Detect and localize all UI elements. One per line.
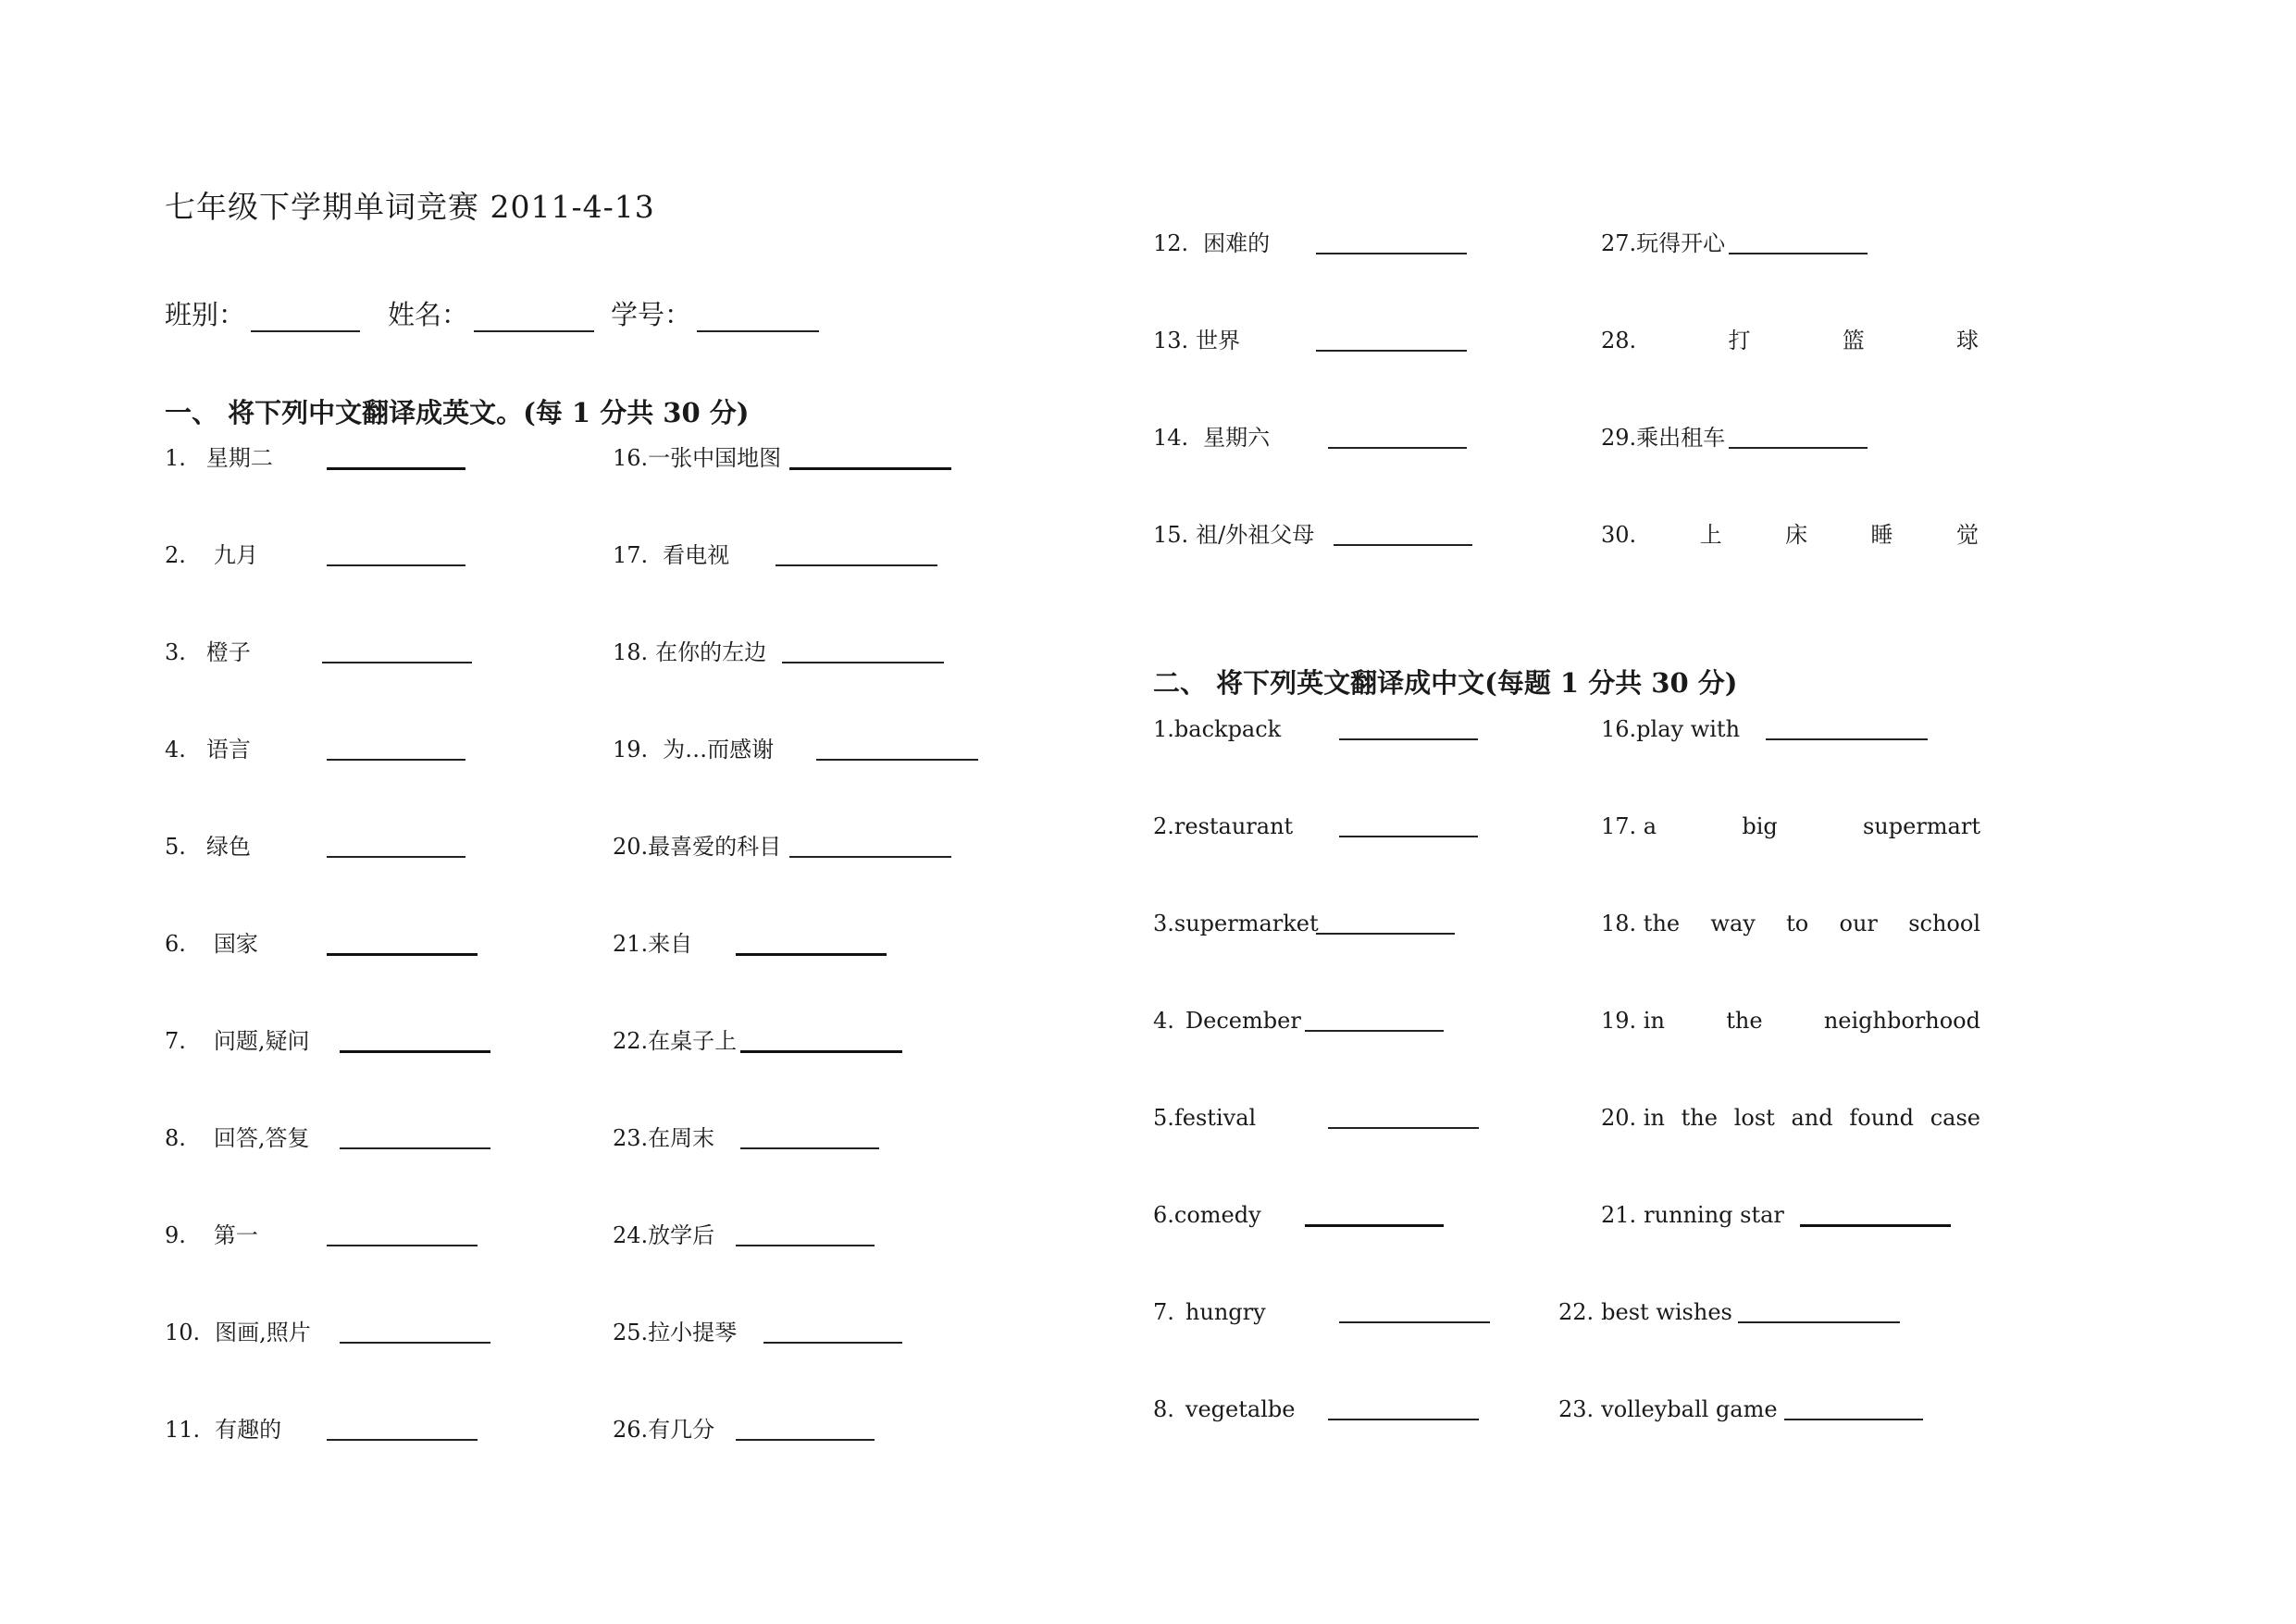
s1-item-11: 11. 有趣的 bbox=[165, 1417, 282, 1443]
s1-answer-line-8[interactable] bbox=[340, 1147, 490, 1149]
s1-item-6: 6. 国家 bbox=[165, 931, 258, 957]
s1-item-28-num: 28. bbox=[1601, 328, 1637, 353]
s2-item-20-word: 20. in bbox=[1601, 1105, 1665, 1131]
s1-answer-line-14[interactable] bbox=[1328, 447, 1467, 449]
s2-item-16: 16.play with bbox=[1601, 716, 1741, 742]
s1-answer-line-7[interactable] bbox=[340, 1050, 490, 1053]
s2-item-17-word: supermart bbox=[1862, 813, 1980, 839]
s2-item-18-word: our bbox=[1839, 911, 1878, 936]
s2-item-6: 6.comedy bbox=[1153, 1202, 1261, 1228]
s1-item-30-word: 床 bbox=[1785, 522, 1808, 548]
s1-item-8: 8. 回答,答复 bbox=[165, 1125, 310, 1151]
s1-answer-line-24[interactable] bbox=[736, 1245, 875, 1246]
s2-item-19 bbox=[1601, 1007, 1980, 1035]
s2-item-20-word: lost bbox=[1733, 1105, 1775, 1131]
s2-item-18-word: 18. the bbox=[1601, 911, 1681, 936]
s2-item-17-word: 17. a bbox=[1601, 813, 1657, 839]
s1-answer-line-29[interactable] bbox=[1729, 447, 1868, 449]
s2-item-2: 2.restaurant bbox=[1153, 813, 1294, 839]
s1-item-25: 25.拉小提琴 bbox=[613, 1320, 738, 1345]
s1-item-18: 18. 在你的左边 bbox=[613, 639, 767, 665]
s2-answer-line-2[interactable] bbox=[1339, 836, 1478, 837]
id-blank[interactable] bbox=[697, 330, 819, 332]
s2-answer-line-8[interactable] bbox=[1328, 1419, 1479, 1420]
section1-heading: 一、 将下列中文翻译成英文。(每 1 分共 30 分) bbox=[165, 397, 750, 428]
s2-answer-line-1[interactable] bbox=[1339, 738, 1478, 740]
s2-item-20-word: and bbox=[1791, 1105, 1833, 1131]
s2-item-20 bbox=[1601, 1104, 1980, 1132]
class-blank[interactable] bbox=[251, 330, 360, 332]
s1-item-17: 17. 看电视 bbox=[613, 542, 730, 568]
s2-item-3: 3.supermarket bbox=[1153, 911, 1319, 936]
s2-answer-line-4[interactable] bbox=[1305, 1030, 1444, 1032]
s1-item-13: 13. 世界 bbox=[1153, 328, 1241, 353]
s1-item-3: 3. 橙子 bbox=[165, 639, 251, 665]
s1-item-2: 2. 九月 bbox=[165, 542, 258, 568]
s1-answer-line-18[interactable] bbox=[782, 662, 944, 663]
s2-answer-line-7[interactable] bbox=[1339, 1321, 1490, 1323]
s1-item-24: 24.放学后 bbox=[613, 1222, 715, 1248]
s2-item-8: 8. vegetalbe bbox=[1153, 1396, 1296, 1422]
s1-answer-line-19[interactable] bbox=[816, 759, 978, 761]
s1-item-28 bbox=[1601, 327, 1979, 354]
id-label: 学号： bbox=[611, 299, 692, 330]
s2-item-20-word: case bbox=[1930, 1105, 1980, 1131]
s1-item-30-num: 30. bbox=[1601, 522, 1637, 548]
section2-heading: 二、 将下列英文翻译成中文(每题 1 分共 30 分) bbox=[1153, 667, 1738, 699]
s1-item-30-word: 上 bbox=[1699, 522, 1722, 548]
s1-item-21: 21.来自 bbox=[613, 931, 693, 957]
s1-item-20: 20.最喜爱的科目 bbox=[613, 834, 782, 860]
page-title: 七年级下学期单词竞赛 2011-4-13 bbox=[165, 189, 655, 225]
s1-item-28-word: 打 bbox=[1728, 328, 1751, 353]
s1-item-9: 9. 第一 bbox=[165, 1222, 258, 1248]
s1-answer-line-9[interactable] bbox=[327, 1245, 478, 1246]
s2-item-5: 5.festival bbox=[1153, 1105, 1257, 1131]
s1-item-10: 10. 图画,照片 bbox=[165, 1320, 311, 1345]
s1-item-30-word: 觉 bbox=[1955, 522, 1979, 548]
s2-item-18-word: to bbox=[1786, 911, 1809, 936]
s1-item-12: 12. 困难的 bbox=[1153, 230, 1271, 256]
s1-answer-line-2[interactable] bbox=[327, 564, 465, 566]
s1-item-7: 7. 问题,疑问 bbox=[165, 1028, 310, 1054]
s1-item-1: 1. 星期二 bbox=[165, 445, 273, 471]
s1-answer-line-20[interactable] bbox=[789, 856, 951, 858]
class-label: 班别： bbox=[165, 299, 246, 330]
name-label: 姓名： bbox=[388, 299, 469, 330]
s1-item-29: 29.乘出租车 bbox=[1601, 425, 1726, 451]
s2-item-20-word: found bbox=[1849, 1105, 1914, 1131]
s2-item-20-word: the bbox=[1681, 1105, 1718, 1131]
s2-item-22: 22. best wishes bbox=[1558, 1299, 1732, 1325]
s1-answer-line-25[interactable] bbox=[763, 1342, 902, 1344]
s1-item-16: 16.一张中国地图 bbox=[613, 445, 782, 471]
s2-item-19-word: 19. in bbox=[1601, 1008, 1665, 1034]
s1-item-30-word: 睡 bbox=[1870, 522, 1893, 548]
s2-item-19-word: neighborhood bbox=[1823, 1008, 1980, 1034]
s2-item-18-word: way bbox=[1710, 911, 1756, 936]
s1-item-28-word: 球 bbox=[1955, 328, 1979, 353]
s1-answer-line-17[interactable] bbox=[776, 564, 937, 566]
s1-answer-line-13[interactable] bbox=[1316, 350, 1467, 352]
s2-answer-line-3[interactable] bbox=[1316, 933, 1455, 935]
s1-answer-line-10[interactable] bbox=[340, 1342, 490, 1344]
s2-answer-line-22[interactable] bbox=[1738, 1321, 1900, 1323]
s1-item-19: 19. 为…而感谢 bbox=[613, 737, 775, 762]
s1-item-4: 4. 语言 bbox=[165, 737, 251, 762]
s1-answer-line-27[interactable] bbox=[1729, 253, 1868, 254]
student-info-row bbox=[165, 294, 819, 332]
s1-item-27: 27.玩得开心 bbox=[1601, 230, 1726, 256]
s2-item-4: 4. December bbox=[1153, 1008, 1301, 1034]
s1-answer-line-22[interactable] bbox=[740, 1050, 902, 1053]
s2-answer-line-21[interactable] bbox=[1800, 1224, 1951, 1227]
s1-item-15: 15. 祖/外祖父母 bbox=[1153, 522, 1315, 548]
s1-item-28-word: 篮 bbox=[1842, 328, 1865, 353]
s2-item-17 bbox=[1601, 812, 1980, 840]
s2-item-23: 23. volleyball game bbox=[1558, 1396, 1778, 1422]
s2-item-1: 1.backpack bbox=[1153, 716, 1282, 742]
s1-answer-line-3[interactable] bbox=[322, 662, 472, 663]
s1-answer-line-4[interactable] bbox=[327, 759, 465, 761]
s1-answer-line-15[interactable] bbox=[1334, 544, 1472, 546]
s2-item-17-word: big bbox=[1742, 813, 1778, 839]
s1-answer-line-16[interactable] bbox=[789, 467, 951, 470]
s2-answer-line-16[interactable] bbox=[1766, 738, 1928, 740]
s1-answer-line-23[interactable] bbox=[740, 1147, 879, 1149]
s1-answer-line-6[interactable] bbox=[327, 953, 478, 956]
s1-item-23: 23.在周末 bbox=[613, 1125, 715, 1151]
s1-answer-line-26[interactable] bbox=[736, 1439, 875, 1441]
s1-answer-line-21[interactable] bbox=[736, 953, 887, 956]
name-blank[interactable] bbox=[474, 330, 594, 332]
s1-item-26: 26.有几分 bbox=[613, 1417, 715, 1443]
s1-answer-line-11[interactable] bbox=[327, 1439, 478, 1441]
s1-item-22: 22.在桌子上 bbox=[613, 1028, 738, 1054]
s1-item-14: 14. 星期六 bbox=[1153, 425, 1271, 451]
s2-item-18-word: school bbox=[1908, 911, 1980, 936]
s1-answer-line-12[interactable] bbox=[1316, 253, 1467, 254]
s2-item-7: 7. hungry bbox=[1153, 1299, 1266, 1325]
s2-answer-line-6[interactable] bbox=[1305, 1224, 1444, 1227]
s2-item-21: 21. running star bbox=[1601, 1202, 1784, 1228]
s1-answer-line-5[interactable] bbox=[327, 856, 465, 858]
s2-answer-line-23[interactable] bbox=[1784, 1419, 1923, 1420]
s1-item-30 bbox=[1601, 521, 1979, 549]
s1-item-5: 5. 绿色 bbox=[165, 834, 251, 860]
s2-answer-line-5[interactable] bbox=[1328, 1127, 1479, 1129]
s2-item-18 bbox=[1601, 910, 1980, 937]
s2-item-19-word: the bbox=[1726, 1008, 1763, 1034]
s1-answer-line-1[interactable] bbox=[327, 467, 465, 470]
